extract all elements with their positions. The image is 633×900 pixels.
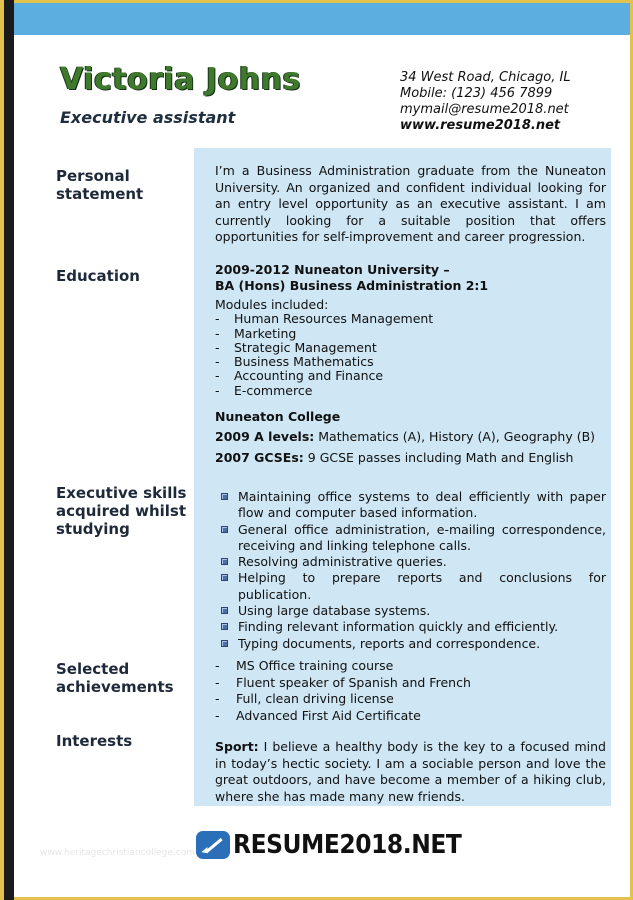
logo-text: RESUME2018.NET bbox=[233, 830, 462, 860]
heading-line: Personal bbox=[56, 167, 130, 185]
contact-mobile: Mobile: (123) 456 7899 bbox=[400, 86, 553, 101]
skills-content bbox=[215, 489, 606, 652]
square-bullet-icon bbox=[221, 640, 228, 647]
list-item: - Strategic Management bbox=[215, 341, 606, 355]
skill-text: Helping to prepare reports and conclusions for publication. bbox=[238, 570, 606, 602]
skill-text: Resolving administrative queries. bbox=[238, 554, 447, 570]
education-heading: Education bbox=[56, 267, 140, 285]
square-bullet-icon bbox=[221, 574, 228, 581]
header-color-bar bbox=[14, 3, 630, 35]
watermark-text: www.heritagechristiancollege.com bbox=[40, 848, 195, 858]
contact-website[interactable]: www.resume2018.net bbox=[400, 118, 561, 133]
achievements-heading bbox=[56, 660, 196, 696]
achievements-content bbox=[215, 658, 606, 724]
contact-email[interactable]: mymail@resume2018.net bbox=[400, 102, 569, 117]
degree-line-2: BA (Hons) Business Administration 2:1 bbox=[215, 277, 489, 293]
personal-statement-heading bbox=[56, 167, 196, 203]
list-item: - Full, clean driving license bbox=[215, 691, 606, 708]
alevels-line bbox=[215, 428, 606, 445]
list-item: - Marketing bbox=[215, 327, 606, 341]
footer-logo[interactable] bbox=[196, 830, 487, 860]
skills-heading bbox=[56, 484, 196, 538]
heading-line: acquired whilst bbox=[56, 502, 187, 520]
heading-line: Executive skills bbox=[56, 484, 187, 502]
list-item: - E-commerce bbox=[215, 384, 606, 398]
interests-label: Sport: bbox=[215, 739, 259, 754]
modules-list bbox=[215, 312, 606, 398]
skills-list bbox=[215, 489, 606, 652]
square-bullet-icon bbox=[221, 607, 228, 614]
interests-heading: Interests bbox=[56, 732, 133, 750]
list-item bbox=[215, 603, 606, 619]
achievements-list bbox=[215, 658, 606, 724]
list-item bbox=[215, 489, 606, 522]
square-bullet-icon bbox=[221, 558, 228, 565]
list-item: - Advanced First Aid Certificate bbox=[215, 708, 606, 725]
dark-side-strip bbox=[4, 0, 14, 900]
skill-text: General office administration, e-mailing correspondence, receiving and linking telephone calls. bbox=[238, 521, 606, 553]
skill-text: Using large database systems. bbox=[238, 603, 431, 619]
education-content bbox=[215, 262, 606, 466]
list-item: - Accounting and Finance bbox=[215, 369, 606, 383]
list-item: - MS Office training course bbox=[215, 658, 606, 675]
personal-statement-text: I’m a Business Administration graduate from the Nuneaton University. An organized and confident individual looking for an entry level opportunity as an executive assistant. I am currently looking for a suitable position that offers opportunities for self-improvement and career progression. bbox=[215, 163, 606, 244]
heading-line: studying bbox=[56, 520, 130, 538]
contact-block bbox=[400, 70, 571, 134]
modules-label: Modules included: bbox=[215, 297, 329, 312]
candidate-name: Victoria Johns bbox=[60, 62, 301, 97]
list-item bbox=[215, 570, 606, 603]
square-bullet-icon bbox=[221, 526, 228, 533]
interests-text: I believe a healthy body is the key to a focused mind in today’s hectic society. I am a sociable person and love the great outdoors, and have become a member of a hiking club, where she has made many new friends. bbox=[215, 739, 606, 804]
contact-address: 34 West Road, Chicago, IL bbox=[400, 70, 571, 85]
alevels-label: 2009 A levels: bbox=[215, 429, 315, 445]
degree-line-1: 2009-2012 Nuneaton University – bbox=[215, 262, 450, 277]
heading-line: achievements bbox=[56, 678, 174, 696]
gcse-text: 9 GCSE passes including Math and English bbox=[303, 450, 574, 466]
list-item bbox=[215, 636, 606, 652]
job-title: Executive assistant bbox=[60, 108, 236, 127]
gcse-line bbox=[215, 449, 606, 466]
list-item bbox=[215, 554, 606, 570]
pen-icon bbox=[196, 831, 230, 859]
list-item bbox=[215, 619, 606, 635]
gcse-label: 2007 GCSEs: bbox=[215, 450, 304, 466]
heading-line: Selected bbox=[56, 660, 130, 678]
heading-line: statement bbox=[56, 185, 144, 203]
skill-text: Finding relevant information quickly and efficiently. bbox=[238, 619, 559, 635]
square-bullet-icon bbox=[221, 493, 228, 500]
square-bullet-icon bbox=[221, 623, 228, 630]
skill-text: Typing documents, reports and correspondence. bbox=[238, 635, 541, 651]
interests-content bbox=[215, 739, 606, 805]
list-item: - Fluent speaker of Spanish and French bbox=[215, 675, 606, 692]
alevels-text: Mathematics (A), History (A), Geography (B) bbox=[314, 429, 596, 445]
list-item: - Business Mathematics bbox=[215, 355, 606, 369]
college-name: Nuneaton College bbox=[215, 409, 341, 425]
skill-text: Maintaining office systems to deal efficiently with paper flow and computer based information. bbox=[238, 489, 606, 521]
list-item: - Human Resources Management bbox=[215, 312, 606, 326]
list-item bbox=[215, 522, 606, 555]
